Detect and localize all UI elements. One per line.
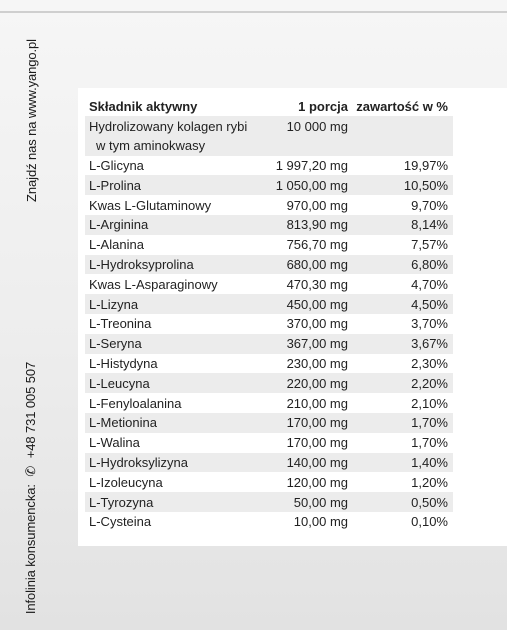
ingredient-name: L-Izoleucyna	[89, 474, 163, 490]
table-row	[85, 334, 453, 354]
header-content: zawartość w %	[356, 98, 448, 114]
ingredient-name: L-Prolina	[89, 177, 142, 193]
ingredient-portion: 370,00 mg	[286, 316, 348, 332]
ingredient-content: 6,80%	[411, 256, 448, 272]
ingredient-name: L-Hydroksyprolina	[89, 256, 194, 272]
ingredient-name: L-Fenyloalanina	[89, 395, 182, 411]
ingredient-content: 19,97%	[403, 157, 448, 173]
ingredient-content: 8,14%	[411, 217, 448, 233]
ingredient-content: 2,20%	[411, 375, 448, 391]
ingredient-name: L-Arginina	[89, 217, 149, 233]
ingredient-content: 0,10%	[411, 514, 448, 530]
table-row	[85, 492, 453, 512]
ingredient-name: L-Treonina	[89, 316, 152, 332]
ingredient-name: L-Histydyna	[89, 355, 158, 371]
hotline-number: +48 731 005 507	[23, 361, 38, 458]
ingredient-portion: 170,00 mg	[286, 435, 348, 451]
phone-icon: ✆	[23, 465, 38, 477]
website-side-text	[20, 38, 42, 202]
ingredient-portion: 450,00 mg	[286, 296, 348, 312]
hotline-label: Infolinia konsumencka:	[23, 483, 38, 614]
header-ingredient: Składnik aktywny	[89, 98, 198, 114]
ingredient-portion: 970,00 mg	[286, 197, 348, 213]
table-row-intro	[85, 116, 453, 156]
table-row	[85, 314, 453, 334]
table-row	[85, 294, 453, 314]
ingredient-name: L-Walina	[89, 435, 140, 451]
table-row	[85, 274, 453, 294]
ingredient-portion: 680,00 mg	[286, 256, 348, 272]
intro-portion: 10 000 mg	[286, 119, 348, 134]
ingredient-name: Kwas L-Glutaminowy	[89, 197, 212, 213]
table-row	[85, 433, 453, 453]
ingredient-portion: 813,90 mg	[286, 217, 348, 233]
ingredient-portion: 170,00 mg	[286, 415, 348, 431]
website-text: Znajdź nas na www.yango.pl	[23, 38, 39, 202]
header-portion: 1 porcja	[298, 98, 348, 114]
table-row	[85, 175, 453, 195]
ingredients-table	[85, 96, 453, 532]
table-row	[85, 255, 453, 275]
intro-content	[348, 116, 448, 117]
ingredient-name: L-Metionina	[89, 415, 157, 431]
ingredient-content: 1,40%	[411, 454, 448, 470]
ingredient-content: 1,70%	[411, 435, 448, 451]
ingredient-name: L-Seryna	[89, 336, 142, 352]
table-body	[85, 156, 453, 532]
ingredient-portion: 220,00 mg	[286, 375, 348, 391]
ingredient-name: L-Alanina	[89, 237, 144, 253]
ingredient-content: 4,70%	[411, 276, 448, 292]
ingredient-name: Kwas L-Asparaginowy	[89, 276, 218, 292]
ingredient-content: 3,70%	[411, 316, 448, 332]
ingredients-panel	[78, 88, 507, 546]
table-row	[85, 215, 453, 235]
intro-name	[85, 116, 260, 155]
ingredient-name: L-Glicyna	[89, 157, 144, 173]
table-row	[85, 393, 453, 413]
ingredient-name: L-Cysteina	[89, 514, 152, 530]
table-row	[85, 354, 453, 374]
table-row	[85, 373, 453, 393]
bottom-background	[0, 546, 507, 630]
table-row	[85, 195, 453, 215]
ingredient-portion: 120,00 mg	[286, 474, 348, 490]
ingredient-name: L-Leucyna	[89, 375, 150, 391]
ingredient-content: 0,50%	[411, 494, 448, 510]
ingredient-portion: 10,00 mg	[293, 514, 348, 530]
ingredient-content: 2,10%	[411, 395, 448, 411]
table-row	[85, 235, 453, 255]
ingredient-content: 3,67%	[411, 336, 448, 352]
ingredient-portion: 1 050,00 mg	[275, 177, 348, 193]
table-row	[85, 453, 453, 473]
ingredient-portion: 140,00 mg	[286, 454, 348, 470]
ingredient-name: L-Hydroksylizyna	[89, 454, 188, 470]
intro-line-1: Hydrolizowany kolagen rybi	[89, 119, 248, 134]
ingredient-portion: 1 997,20 mg	[275, 157, 348, 173]
intro-line-2: w tym aminokwasy	[96, 138, 206, 153]
ingredient-content: 1,70%	[411, 415, 448, 431]
ingredient-portion: 230,00 mg	[286, 355, 348, 371]
ingredient-portion: 470,30 mg	[286, 276, 348, 292]
ingredient-name: L-Lizyna	[89, 296, 139, 312]
ingredient-content: 10,50%	[403, 177, 448, 193]
ingredient-content: 1,20%	[411, 474, 448, 490]
ingredient-portion: 367,00 mg	[286, 336, 348, 352]
ingredient-content: 2,30%	[411, 355, 448, 371]
ingredient-content: 4,50%	[411, 296, 448, 312]
top-divider	[0, 11, 507, 13]
table-header-row	[85, 96, 453, 116]
ingredient-portion: 756,70 mg	[286, 237, 348, 253]
table-row	[85, 472, 453, 492]
ingredient-portion: 50,00 mg	[293, 494, 348, 510]
table-row	[85, 156, 453, 176]
ingredient-portion: 210,00 mg	[286, 395, 348, 411]
ingredient-content: 9,70%	[411, 197, 448, 213]
table-row	[85, 512, 453, 532]
ingredient-content: 7,57%	[411, 237, 448, 253]
table-row	[85, 413, 453, 433]
ingredient-name: L-Tyrozyna	[89, 494, 154, 510]
